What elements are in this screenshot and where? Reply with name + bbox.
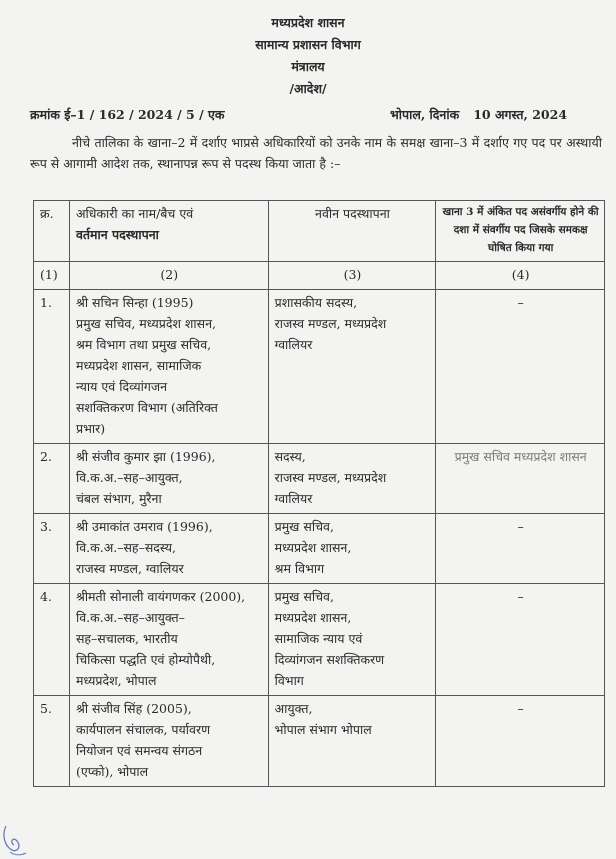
row-equivalent-post: प्रमुख सचिव मध्यप्रदेश शासन — [436, 444, 605, 514]
officer-name: श्री संजीव कुमार झा (1996), — [75, 449, 216, 464]
row-equivalent-post: – — [436, 290, 605, 444]
order-date: 10 अगस्त, 2024 — [473, 107, 568, 122]
order-heading: /आदेश/ — [289, 81, 327, 96]
row-serial: 4. — [34, 584, 70, 696]
current-posting-line: वि.क.अ.–सह–सदस्य, — [75, 540, 176, 555]
new-posting-line: सामाजिक न्याय एवं — [274, 631, 363, 646]
row-equivalent-post: – — [436, 584, 605, 696]
signature-mark — [0, 812, 40, 859]
ministry-name: मंत्रालय — [291, 59, 325, 74]
new-posting-line: राजस्व मण्डल, मध्यप्रदेश — [274, 316, 387, 331]
current-posting-line: मध्यप्रदेश शासन, सामाजिक — [75, 358, 202, 373]
header-officer — [69, 201, 268, 262]
new-posting-line: दिव्यांगजन सशक्तिकरण — [274, 652, 385, 667]
department-name: सामान्य प्रशासन विभाग — [255, 37, 361, 52]
officer-name: श्री संजीव सिंह (2005), — [75, 701, 192, 716]
table-row — [34, 290, 605, 444]
new-posting-line: श्रम विभाग — [274, 561, 325, 576]
officer-name: श्रीमती सोनाली वायंगणकर (2000), — [75, 589, 246, 604]
current-posting-line: न्याय एवं दिव्यांगजन — [75, 379, 168, 394]
header-officer-line2: वर्तमान पदस्थापना — [75, 227, 159, 242]
column-number: (1) — [34, 262, 70, 290]
new-posting-line: प्रमुख सचिव, — [274, 589, 334, 604]
current-posting-line: (एप्को), भोपाल — [75, 764, 149, 779]
current-posting-line: प्रभार) — [75, 421, 106, 436]
new-posting-line: ग्वालियर — [274, 491, 313, 506]
new-posting-line: प्रमुख सचिव, — [274, 519, 334, 534]
new-posting-line: विभाग — [274, 673, 304, 688]
row-serial: 5. — [34, 696, 70, 787]
current-posting-line: कार्यपालन संचालक, पर्यावरण — [75, 722, 211, 737]
row-officer — [69, 584, 268, 696]
table-header-row — [34, 201, 605, 262]
row-new-posting — [268, 444, 436, 514]
row-officer — [69, 696, 268, 787]
header-serial: क्र. — [34, 201, 70, 262]
row-serial: 2. — [34, 444, 70, 514]
current-posting-line: वि.क.अ.–सह–आयुक्त, — [75, 470, 183, 485]
new-posting-line: भोपाल संभाग भोपाल — [274, 722, 372, 737]
row-new-posting — [268, 290, 436, 444]
new-posting-line: राजस्व मण्डल, मध्यप्रदेश — [274, 470, 387, 485]
new-posting-line: मध्यप्रदेश शासन, — [274, 610, 352, 625]
row-serial: 1. — [34, 290, 70, 444]
header-equivalent-post: खाना 3 में अंकित पद असंवर्गीय होने की दशा में संवर्गीय पद जिसके समकक्ष घोषित किया गया — [436, 201, 605, 262]
header-officer-line1: अधिकारी का नाम/बैच एवं — [75, 206, 194, 221]
current-posting-line: राजस्व मण्डल, ग्वालियर — [75, 561, 184, 576]
row-equivalent-post: – — [436, 514, 605, 584]
row-new-posting — [268, 696, 436, 787]
column-number: (2) — [69, 262, 268, 290]
current-posting-line: चंबल संभाग, मुरैना — [75, 491, 162, 506]
order-place-date — [390, 106, 567, 123]
row-officer — [69, 290, 268, 444]
current-posting-line: सशक्तिकरण विभाग (अतिरिक्त — [75, 400, 218, 415]
posting-table — [33, 200, 605, 787]
order-place: भोपाल, दिनांक — [390, 107, 460, 122]
row-new-posting — [268, 584, 436, 696]
new-posting-line: आयुक्त, — [274, 701, 313, 716]
row-officer — [69, 514, 268, 584]
row-new-posting — [268, 514, 436, 584]
table-row — [34, 444, 605, 514]
current-posting-line: मध्यप्रदेश, भोपाल — [75, 673, 157, 688]
column-number: (4) — [436, 262, 605, 290]
current-posting-line: वि.क.अ.–सह–आयुक्त– — [75, 610, 185, 625]
new-posting-line: प्रशासकीय सदस्य, — [274, 295, 358, 310]
row-serial: 3. — [34, 514, 70, 584]
new-posting-line: मध्यप्रदेश शासन, — [274, 540, 352, 555]
current-posting-line: प्रमुख सचिव, मध्यप्रदेश शासन, — [75, 316, 217, 331]
new-posting-line: सदस्य, — [274, 449, 306, 464]
new-posting-line: ग्वालियर — [274, 337, 313, 352]
header-new-posting: नवीन पदस्थापना — [268, 201, 436, 262]
officer-name: श्री उमाकांत उमराव (1996), — [75, 519, 213, 534]
current-posting-line: चिकित्सा पद्धति एवं होम्योपैथी, — [75, 652, 216, 667]
column-number: (3) — [268, 262, 436, 290]
table-row — [34, 696, 605, 787]
row-officer — [69, 444, 268, 514]
table-row — [34, 584, 605, 696]
column-number-row — [34, 262, 605, 290]
order-number: क्रमांक ई–1 / 162 / 2024 / 5 / एक — [30, 107, 225, 122]
intro-paragraph: नीचे तालिका के खाना–2 में दर्शाए भाप्रसे अधिकारियों को उनके नाम के समक्ष खाना–3 में दर्शाए गए पद पर अस्थायी रूप से आगामी आदेश तक, स्थानापन्न रूप से पदस्थ किया जाता है :– — [30, 135, 602, 171]
government-name: मध्यप्रदेश शासन — [271, 15, 345, 30]
current-posting-line: सह–सचालक, भारतीय — [75, 631, 178, 646]
officer-name: श्री सचिन सिन्हा (1995) — [75, 295, 194, 310]
current-posting-line: नियोजन एवं समन्वय संगठन — [75, 743, 203, 758]
row-equivalent-post: – — [436, 696, 605, 787]
table-row — [34, 514, 605, 584]
current-posting-line: श्रम विभाग तथा प्रमुख सचिव, — [75, 337, 212, 352]
